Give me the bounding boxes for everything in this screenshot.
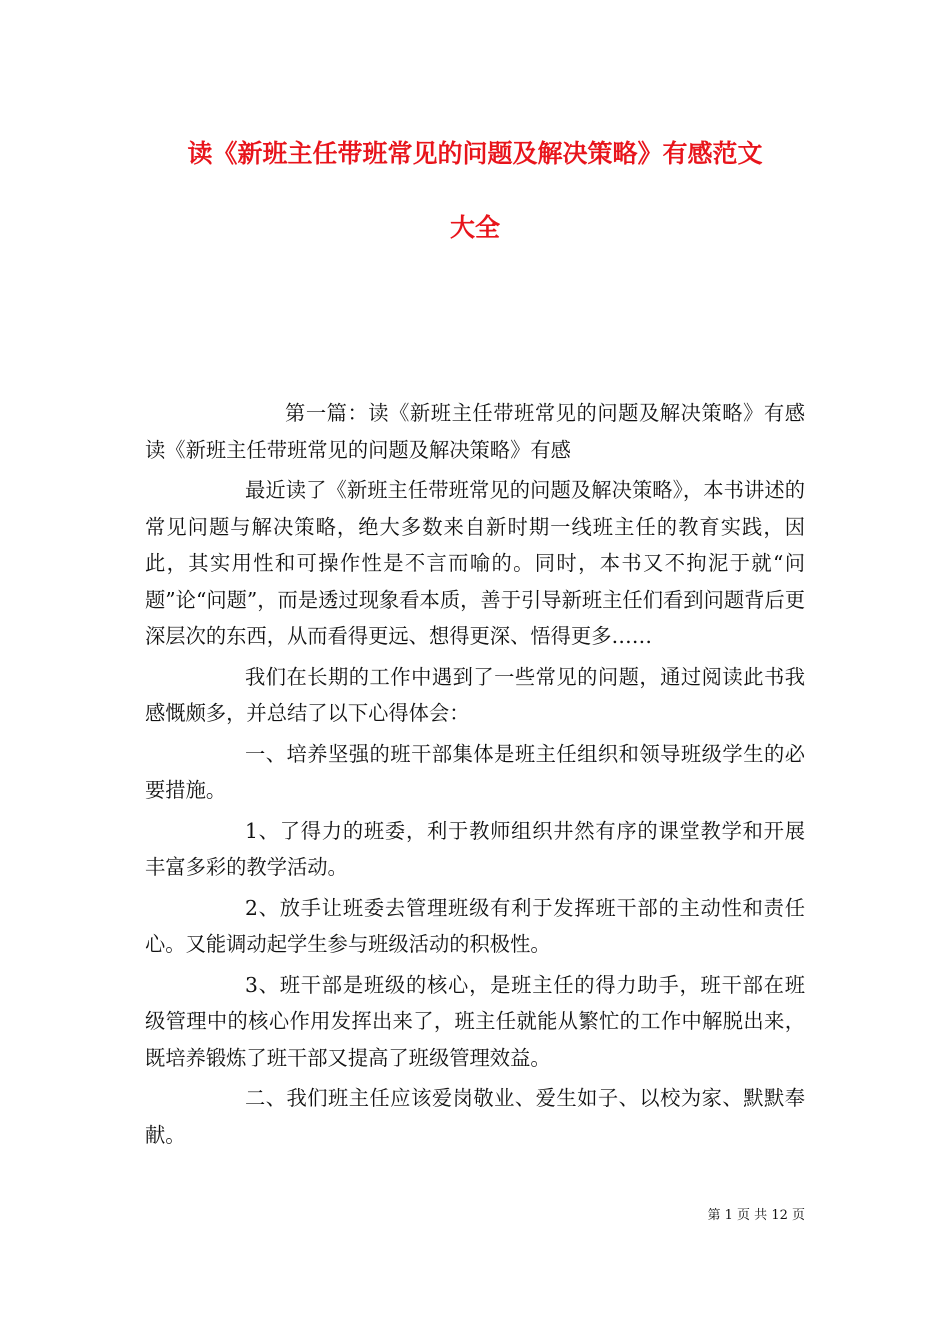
paragraph: 2、放手让班委去管理班级有利于发挥班干部的主动性和责任心。又能调动起学生参与班级活动的积极性。 bbox=[145, 895, 805, 956]
paragraph: 一、培养坚强的班干部集体是班主任组织和领导班级学生的必要措施。 bbox=[145, 741, 805, 802]
paragraph: 最近读了《新班主任带班常见的问题及解决策略》，本书讲述的常见问题与解决策略，绝大多数来自新时期一线班主任的教育实践，因此，其实用性和可操作性是不言而喻的。同时，本书又不拘泥于就“问题”论“问题”，而是透过现象看本质，善于引导新班主任们看到问题背后更深层次的东西，从而看得更远、想得更深、悟得更多…… bbox=[145, 478, 805, 648]
document-title-line-1: 读《新班主任带班常见的问题及解决策略》有感范文 bbox=[187, 139, 763, 168]
paragraph: 我们在长期的工作中遇到了一些常见的问题，通过阅读此书我感慨颇多，并总结了以下心得体会： bbox=[145, 664, 805, 725]
document-body bbox=[145, 395, 805, 1153]
page-number-footer: 第 1 页 共 12 页 bbox=[707, 1208, 805, 1223]
paragraph: 3、班干部是班级的核心，是班主任的得力助手，班干部在班级管理中的核心作用发挥出来了，班主任就能从繁忙的工作中解脱出来，既培养锻炼了班干部又提高了班级管理效益。 bbox=[145, 972, 805, 1070]
document-title-line-2: 大全 bbox=[449, 213, 500, 242]
paragraph: 1、了得力的班委，利于教师组织井然有序的课堂教学和开展丰富多彩的教学活动。 bbox=[145, 818, 805, 879]
section-heading: 第一篇：读《新班主任带班常见的问题及解决策略》有感读《新班主任带班常见的问题及解决策略》有感 bbox=[145, 401, 805, 462]
paragraph: 二、我们班主任应该爱岗敬业、爱生如子、以校为家、默默奉献。 bbox=[145, 1086, 805, 1147]
